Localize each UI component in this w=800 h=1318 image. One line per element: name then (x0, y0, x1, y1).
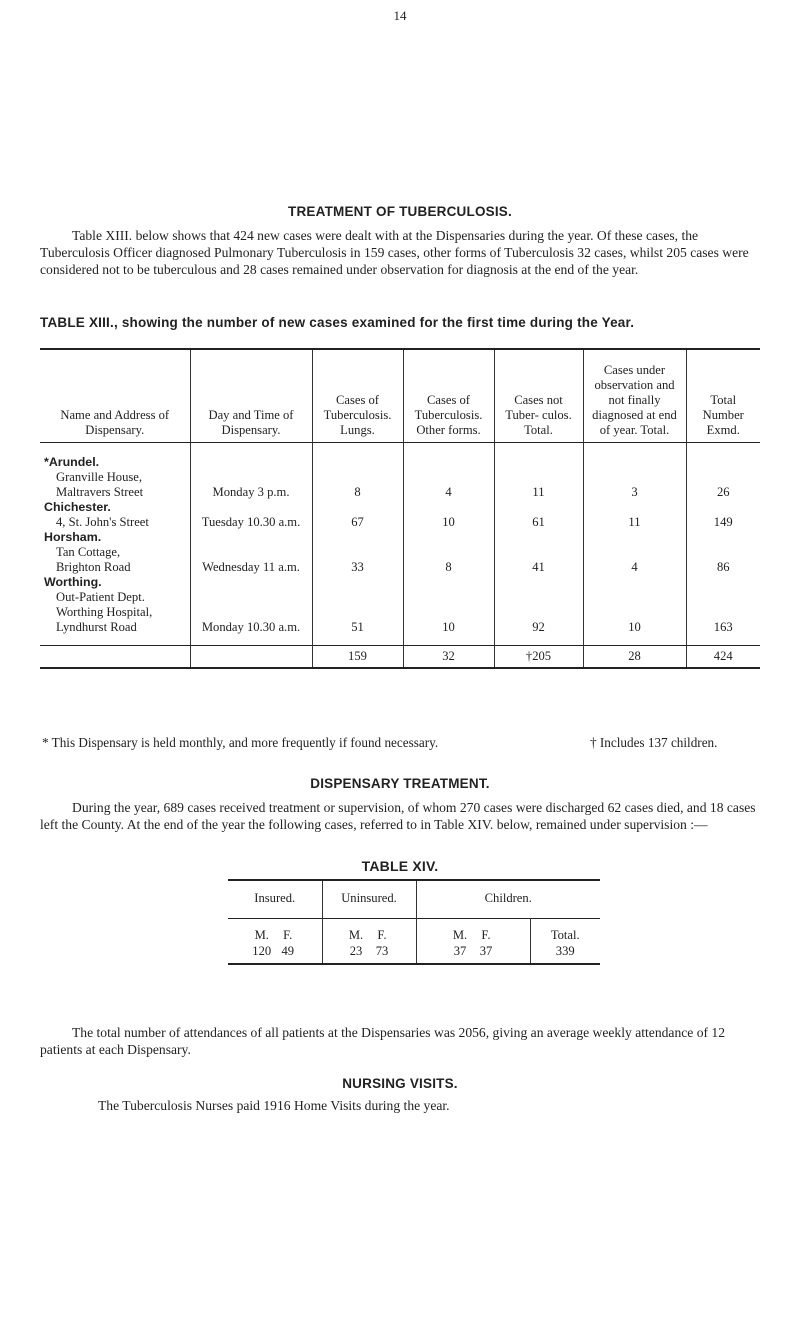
table13-caption: TABLE XIII., showing the number of new cases examined for the first time during the Year. (40, 315, 635, 330)
total-other: 32 (403, 646, 494, 669)
dispensary-day: Tuesday 10.30 a.m. (190, 500, 312, 530)
dispensary-name: Worthing. (44, 575, 102, 589)
dispensary-address-line: Maltravers Street (56, 485, 144, 499)
cell-other: 10 (403, 500, 494, 530)
dispensary-name: Chichester. (44, 500, 111, 514)
label-m: M. (348, 928, 364, 942)
cell-not-tb: 61 (494, 500, 583, 530)
cell-under-obs: 11 (583, 500, 686, 530)
insured-cell (228, 919, 322, 965)
section-title-dispensary: DISPENSARY TREATMENT. (310, 776, 490, 791)
table-xiv (228, 879, 600, 965)
table13-header-row (40, 349, 760, 443)
total-examined: 424 (686, 646, 760, 669)
insured-f: 49 (281, 944, 295, 958)
header-under-observation: Cases under observation and not finally diagnosed at end of year. Total. (583, 349, 686, 443)
cell-lungs: 51 (312, 575, 403, 646)
cell-other: 10 (403, 575, 494, 646)
header-insured: Insured. (254, 891, 296, 905)
label-m: M. (452, 928, 468, 942)
table14-data-row (228, 919, 600, 965)
dispensary-name: Horsham. (44, 530, 102, 544)
total-lungs: 159 (312, 646, 403, 669)
children-f: 37 (479, 944, 493, 958)
insured-m: 120 (252, 944, 272, 958)
label-f: F. (377, 928, 387, 942)
dispensary-address-line: Tan Cottage, (56, 545, 121, 559)
page-number: 14 (393, 8, 407, 23)
cell-under-obs: 3 (583, 443, 686, 501)
dispensary-day: Wednesday 11 a.m. (190, 530, 312, 575)
nursing-paragraph: The Tuberculosis Nurses paid 1916 Home Visits during the year. (98, 1098, 450, 1113)
dispensary-day: Monday 3 p.m. (190, 443, 312, 501)
table-xiii (40, 348, 760, 669)
cell-total: 26 (686, 443, 760, 501)
dispensary-address-line: Lyndhurst Road (56, 620, 137, 634)
children-m: 37 (453, 944, 467, 958)
dispensary-day: Monday 10.30 a.m. (190, 575, 312, 646)
cell-total: 86 (686, 530, 760, 575)
table14-caption: TABLE XIV. (361, 858, 439, 874)
header-other-forms: Cases of Tuberculosis. Other forms. (403, 349, 494, 443)
cell-lungs: 33 (312, 530, 403, 575)
header-uninsured: Uninsured. (322, 880, 416, 919)
footnote-monthly: * This Dispensary is held monthly, and more frequently if found necessary. (42, 735, 439, 750)
header-name-address: Name and Address of Dispensary. (60, 408, 170, 437)
cell-lungs: 67 (312, 500, 403, 530)
table-row (40, 575, 760, 646)
dispensary-address-line: Worthing Hospital, (56, 605, 153, 619)
dispensary-address-line: Brighton Road (56, 560, 131, 574)
dispensary-address-line: Out-Patient Dept. (56, 590, 145, 604)
table14-header-row (228, 880, 600, 919)
children-total: 339 (555, 944, 575, 958)
uninsured-cell (322, 919, 416, 965)
children-cell (416, 919, 530, 965)
header-children: Children. (416, 880, 600, 919)
header-total-examined: Total Number Exmd. (686, 349, 760, 443)
dispensary-paragraph: During the year, 689 cases received treatment or supervision, of whom 270 cases were discharged 62 cases died, and 18 cases left the County. At the end of the year the following cases, referred to in Table XIV. below, remained under supervision :— (40, 800, 756, 832)
cell-total: 149 (686, 500, 760, 530)
dispensary-name: *Arundel. (44, 455, 100, 469)
table-row (40, 500, 760, 530)
cell-other: 4 (403, 443, 494, 501)
header-not-tuberculous: Cases not Tuber- culos. Total. (494, 349, 583, 443)
dispensary-address-line: Granville House, (56, 470, 143, 484)
total-under-obs: 28 (583, 646, 686, 669)
attendance-paragraph: The total number of attendances of all patients at the Dispensaries was 2056, giving an average weekly attendance of 12 patients at each Dispensary. (40, 1025, 726, 1057)
table-row (40, 443, 760, 501)
label-f: F. (481, 928, 491, 942)
section-title-treatment: TREATMENT OF TUBERCULOSIS. (288, 204, 512, 219)
uninsured-f: 73 (375, 944, 389, 958)
header-lungs: Cases of Tuberculosis. Lungs. (312, 349, 403, 443)
label-f: F. (283, 928, 293, 942)
cell-lungs: 8 (312, 443, 403, 501)
dispensary-address-line: 4, St. John's Street (56, 515, 149, 529)
totals-row (40, 646, 760, 669)
total-not-tb: †205 (494, 646, 583, 669)
cell-not-tb: 11 (494, 443, 583, 501)
label-total: Total. (550, 928, 580, 942)
treatment-paragraph: Table XIII. below shows that 424 new cases were dealt with at the Dispensaries during the year. Of these cases, the Tuberculosis Officer diagnosed Pulmonary Tuberculosis in 159 cases, other forms of Tuberculosis 32 cases, whilst 205 cases were considered not to be tuberculous and 28 cases remained under observation for diagnosis at the end of the year. (40, 228, 749, 277)
label-m: M. (254, 928, 269, 942)
cell-not-tb: 41 (494, 530, 583, 575)
table-row (40, 530, 760, 575)
header-day-time: Day and Time of Dispensary. (190, 349, 312, 443)
cell-other: 8 (403, 530, 494, 575)
cell-under-obs: 10 (583, 575, 686, 646)
footnote-children: † Includes 137 children. (590, 735, 718, 750)
cell-total: 163 (686, 575, 760, 646)
uninsured-m: 23 (349, 944, 363, 958)
children-total-cell (530, 919, 600, 965)
cell-under-obs: 4 (583, 530, 686, 575)
section-title-nursing: NURSING VISITS. (342, 1076, 458, 1091)
cell-not-tb: 92 (494, 575, 583, 646)
